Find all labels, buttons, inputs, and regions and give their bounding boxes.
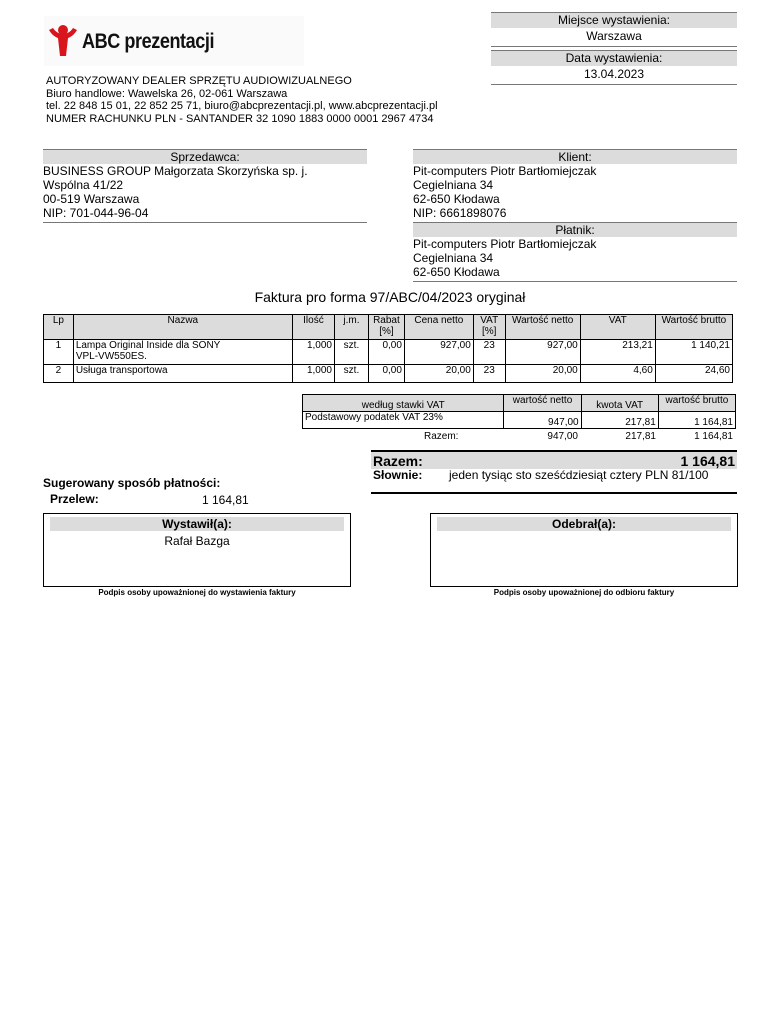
col-vat-rate-l1: VAT: [480, 315, 499, 326]
cell-discount: 0,00: [368, 365, 404, 383]
client-nip: NIP: 6661898076: [413, 206, 507, 220]
client-name: Pit-computers Piotr Bartłomiejczak: [413, 164, 597, 178]
grand-total-label: Razem:: [373, 453, 423, 469]
issue-date-box: [491, 50, 737, 85]
payment-label: Sugerowany sposób płatności:: [43, 476, 221, 490]
issuer-label: Wystawił(a):: [50, 517, 344, 531]
vat-col-rate: według stawki VAT: [303, 395, 504, 412]
cell-gross-value: 24,60: [655, 365, 732, 383]
col-discount-l1: Rabat: [373, 315, 400, 326]
col-name: Nazwa: [73, 315, 292, 340]
cell-net-value: 20,00: [505, 365, 580, 383]
cell-unit: szt.: [335, 365, 369, 383]
issue-place-box: [491, 12, 737, 47]
grand-total-bar: [371, 450, 737, 469]
seller-city: 00-519 Warszawa: [43, 192, 140, 206]
invoice-title: Faktura pro forma 97/ABC/04/2023 oryginał: [254, 289, 526, 305]
words-label: Słownie:: [373, 468, 423, 482]
seller-label: Sprzedawca:: [43, 149, 367, 164]
col-gross-value: Wartość brutto: [655, 315, 732, 340]
payer-city: 62-650 Kłodawa: [413, 265, 500, 279]
cell-vat-rate: 23: [473, 365, 505, 383]
issuer-name: Rafał Bazga: [164, 534, 230, 548]
col-lp: Lp: [44, 315, 74, 340]
cell-name-l2: VPL-VW550ES.: [75, 351, 147, 362]
seller-block: [43, 149, 367, 223]
vat-amount: 217,81: [581, 412, 658, 429]
cell-net-price: 927,00: [404, 340, 473, 365]
issuer-signature-box: [43, 513, 351, 587]
cell-qty: 1,000: [292, 365, 334, 383]
payer-label: Płatnik:: [413, 222, 737, 237]
vat-total-label: Razem:: [424, 431, 459, 442]
words-value: jeden tysiąc sto sześćdziesiąt cztery PLN 81/100: [449, 468, 709, 482]
col-net-price: Cena netto: [404, 315, 473, 340]
col-discount-l2: [%]: [379, 326, 394, 337]
dealer-line: NUMER RACHUNKU PLN - SANTANDER 32 1090 1883 0000 0001 2967 4734: [46, 112, 434, 125]
logo: [44, 16, 304, 66]
items-table: [43, 314, 733, 383]
payer-block: [413, 222, 737, 282]
receiver-label: Odebrał(a):: [437, 517, 731, 531]
col-vat-rate: [473, 315, 505, 340]
vat-gross: 1 164,81: [658, 412, 735, 429]
cell-vat-amount: 4,60: [580, 365, 655, 383]
payer-street: Cegielniana 34: [413, 251, 494, 265]
cell-name: [73, 340, 292, 365]
vat-net: 947,00: [504, 412, 581, 429]
receiver-signature-box: [430, 513, 738, 587]
amount-in-words: [371, 468, 737, 494]
cell-net-value: 927,00: [505, 340, 580, 365]
cell-name: Usługa transportowa: [73, 365, 292, 383]
vat-header-row: [303, 395, 736, 412]
grand-total-value: 1 164,81: [680, 453, 735, 469]
cell-name-l1: Lampa Original Inside dla SONY: [75, 340, 221, 351]
logo-figure-icon: [46, 22, 80, 58]
vat-col-vat: kwota VAT: [581, 395, 658, 412]
col-vat-rate-l2: [%]: [482, 326, 497, 337]
issue-place-label: Miejsce wystawienia:: [491, 12, 737, 28]
dealer-line: Biuro handlowe: Wawelska 26, 02-061 Warszawa: [46, 87, 288, 100]
col-qty: Ilość: [292, 315, 334, 340]
client-street: Cegielniana 34: [413, 178, 494, 192]
vat-col-net: wartość netto: [504, 395, 581, 412]
vat-col-gross: wartość brutto: [658, 395, 735, 412]
vat-total-row: [302, 430, 736, 444]
cell-lp: 1: [44, 340, 74, 365]
vat-rate-name: Podstawowy podatek VAT 23%: [303, 412, 504, 429]
col-net-value: Wartość netto: [505, 315, 580, 340]
issue-date-label: Data wystawienia:: [491, 50, 737, 66]
dealer-line: tel. 22 848 15 01, 22 852 25 71, biuro@abcprezentacji.pl, www.abcprezentacji.pl: [46, 100, 438, 112]
cell-qty: 1,000: [292, 340, 334, 365]
table-row: [44, 340, 733, 365]
col-vat-amount: VAT: [580, 315, 655, 340]
table-row: [44, 365, 733, 383]
issuer-note: Podpis osoby upoważnionej do wystawienia faktury: [98, 588, 296, 597]
client-block: [413, 149, 737, 223]
payment-amount: 1 164,81: [202, 493, 249, 507]
cell-gross-value: 1 140,21: [655, 340, 732, 365]
seller-nip: NIP: 701-044-96-04: [43, 206, 149, 220]
items-header-row: [44, 315, 733, 340]
issue-place-value: Warszawa: [491, 28, 737, 47]
cell-unit: szt.: [335, 340, 369, 365]
dealer-line: AUTORYZOWANY DEALER SPRZĘTU AUDIOWIZUALNEGO: [46, 75, 352, 87]
cell-vat-rate: 23: [473, 340, 505, 365]
vat-row: [303, 412, 736, 429]
client-label: Klient:: [413, 149, 737, 164]
seller-street: Wspólna 41/22: [43, 178, 124, 192]
cell-discount: 0,00: [368, 340, 404, 365]
dealer-info: [46, 75, 438, 125]
issue-date-value: 13.04.2023: [491, 66, 737, 85]
payer-name: Pit-computers Piotr Bartłomiejczak: [413, 237, 597, 251]
vat-total-gross: 1 164,81: [694, 431, 733, 442]
cell-net-price: 20,00: [404, 365, 473, 383]
vat-summary-table: [302, 394, 736, 429]
cell-lp: 2: [44, 365, 74, 383]
logo-text: ABC prezentacji: [82, 30, 215, 53]
client-city: 62-650 Kłodawa: [413, 192, 500, 206]
cell-vat-amount: 213,21: [580, 340, 655, 365]
col-discount: [368, 315, 404, 340]
seller-name: BUSINESS GROUP Małgorzata Skorzyńska sp. j.: [43, 164, 308, 178]
vat-total-net: 947,00: [547, 431, 578, 442]
col-unit: j.m.: [335, 315, 369, 340]
payment-method: Przelew:: [50, 492, 99, 506]
vat-total-vat: 217,81: [625, 431, 656, 442]
receiver-note: Podpis osoby upoważnionej do odbioru faktury: [493, 588, 675, 597]
